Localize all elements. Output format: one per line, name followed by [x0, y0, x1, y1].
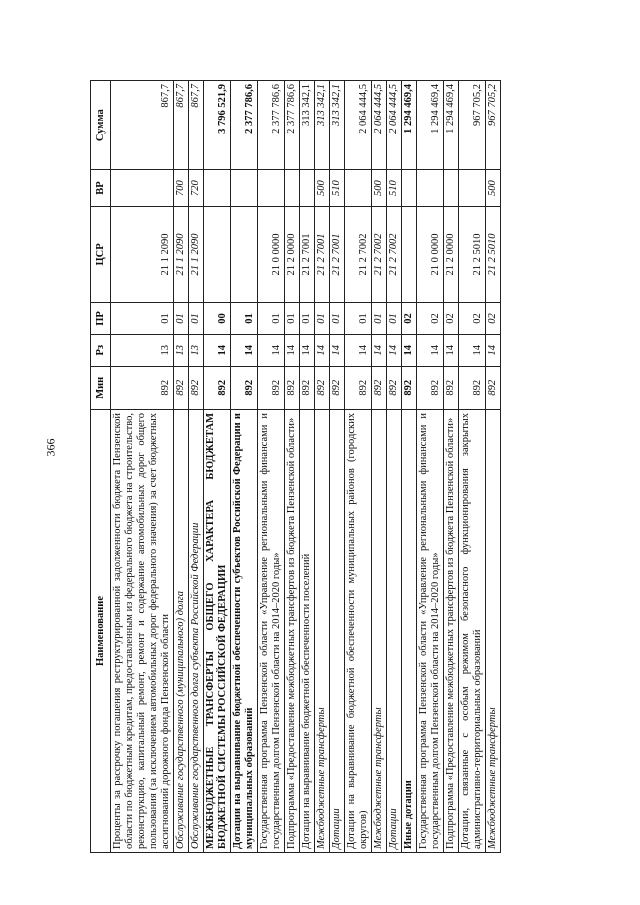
cell-name: Межбюджетные трансферты	[315, 410, 330, 853]
header-name: Наименование	[91, 410, 111, 853]
cell-sum: 3 796 521,9	[204, 81, 231, 170]
cell-vr: 500	[315, 170, 330, 206]
cell-rz: 14	[486, 334, 501, 366]
cell-csr: 21 2 0000	[285, 206, 300, 302]
page-number: 366	[43, 438, 58, 457]
table-body	[111, 81, 501, 853]
cell-min: 892	[402, 366, 417, 409]
cell-vr	[285, 170, 300, 206]
cell-min: 892	[300, 366, 315, 409]
cell-name: Проценты за рассрочку погашения реструктурированной задолженности бюджета Пензенской области по бюджетным кредитам, предоставленным из федерального бюджета на строительство, реконструкцию, капитальный ремонт, ремонт и содержание автомобильных дорог общего пользования (за исключением автомобильных дорог федерального значения) за счет бюджетных ассигнований дорожного фонда Пензенской области	[111, 410, 174, 853]
cell-vr	[231, 170, 258, 206]
cell-min: 892	[372, 366, 387, 409]
cell-csr: 21 0 0000	[417, 206, 444, 302]
cell-pr: 01	[387, 303, 402, 335]
cell-min: 892	[111, 366, 174, 409]
cell-name: Межбюджетные трансферты	[486, 410, 501, 853]
cell-name: МЕЖБЮДЖЕТНЫЕ ТРАНСФЕРТЫ ОБЩЕГО ХАРАКТЕРА БЮДЖЕТАМ БЮДЖЕТНОЙ СИСТЕМЫ РОССИЙСКОЙ ФЕДЕРАЦИИ	[204, 410, 231, 853]
header-rz: Рз	[91, 334, 111, 366]
cell-pr: 01	[189, 303, 204, 335]
cell-name: Дотации	[387, 410, 402, 853]
cell-min: 892	[459, 366, 486, 409]
table-row	[285, 81, 300, 853]
cell-pr: 01	[300, 303, 315, 335]
cell-min: 892	[330, 366, 345, 409]
cell-csr: 21 2 7001	[300, 206, 315, 302]
cell-pr: 01	[345, 303, 372, 335]
cell-min: 892	[174, 366, 189, 409]
cell-name: Межбюджетные трансферты	[372, 410, 387, 853]
cell-rz: 14	[402, 334, 417, 366]
cell-min: 892	[189, 366, 204, 409]
cell-sum: 1 294 469,4	[417, 81, 444, 170]
cell-rz: 14	[444, 334, 459, 366]
cell-csr: 21 2 7002	[387, 206, 402, 302]
table-row	[345, 81, 372, 853]
cell-vr: 510	[330, 170, 345, 206]
cell-csr	[231, 206, 258, 302]
cell-pr: 01	[111, 303, 174, 335]
cell-vr: 700	[174, 170, 189, 206]
table-row	[330, 81, 345, 853]
cell-rz: 13	[111, 334, 174, 366]
cell-csr	[204, 206, 231, 302]
cell-pr: 02	[402, 303, 417, 335]
cell-pr: 01	[372, 303, 387, 335]
cell-sum: 867,7	[174, 81, 189, 170]
cell-rz: 14	[387, 334, 402, 366]
cell-sum: 1 294 469,4	[402, 81, 417, 170]
cell-sum: 867,7	[189, 81, 204, 170]
cell-csr: 21 2 7002	[372, 206, 387, 302]
header-row	[91, 81, 111, 853]
cell-pr: 01	[285, 303, 300, 335]
cell-min: 892	[315, 366, 330, 409]
cell-sum: 2 377 786,6	[258, 81, 285, 170]
cell-vr	[204, 170, 231, 206]
cell-pr: 01	[231, 303, 258, 335]
cell-name: Дотации, связанные с особым режимом безопасного функционирования закрытых административно-территориальных образований	[459, 410, 486, 853]
table-row	[402, 81, 417, 853]
cell-csr: 21 2 7001	[330, 206, 345, 302]
cell-vr	[300, 170, 315, 206]
cell-csr	[402, 206, 417, 302]
cell-min: 892	[258, 366, 285, 409]
cell-rz: 14	[345, 334, 372, 366]
cell-name: Подпрограмма «Предоставление межбюджетных трансфертов из бюджета Пензенской области»	[444, 410, 459, 853]
table-row	[417, 81, 444, 853]
cell-pr: 01	[315, 303, 330, 335]
cell-rz: 14	[372, 334, 387, 366]
header-min: Мин	[91, 366, 111, 409]
cell-csr: 21 0 0000	[258, 206, 285, 302]
cell-name: Обслуживание государственного долга субъекта Российской Федерации	[189, 410, 204, 853]
cell-pr: 02	[486, 303, 501, 335]
cell-vr: 510	[387, 170, 402, 206]
cell-min: 892	[387, 366, 402, 409]
rotated-table-container	[90, 80, 612, 853]
cell-sum: 867,7	[111, 81, 174, 170]
cell-vr: 720	[189, 170, 204, 206]
cell-vr	[444, 170, 459, 206]
cell-pr: 02	[417, 303, 444, 335]
table-row	[387, 81, 402, 853]
cell-csr: 21 2 5010	[459, 206, 486, 302]
cell-min: 892	[204, 366, 231, 409]
cell-name: Государственная программа Пензенской области «Управление региональными финансами и государственным долгом Пензенской области на 2014–2020 годы»	[258, 410, 285, 853]
cell-name: Обслуживание государственного (муниципального) долга	[174, 410, 189, 853]
cell-vr: 500	[372, 170, 387, 206]
cell-csr: 21 2 5010	[486, 206, 501, 302]
cell-sum: 2 377 786,6	[285, 81, 300, 170]
cell-rz: 13	[174, 334, 189, 366]
table-row	[444, 81, 459, 853]
cell-min: 892	[444, 366, 459, 409]
cell-rz: 14	[231, 334, 258, 366]
cell-csr: 21 2 0000	[444, 206, 459, 302]
table-row	[174, 81, 189, 853]
cell-pr: 01	[258, 303, 285, 335]
cell-sum: 313 342,1	[330, 81, 345, 170]
cell-pr: 01	[174, 303, 189, 335]
cell-rz: 14	[417, 334, 444, 366]
cell-min: 892	[486, 366, 501, 409]
cell-sum: 2 377 786,6	[231, 81, 258, 170]
cell-name: Иные дотации	[402, 410, 417, 853]
header-pr: ПР	[91, 303, 111, 335]
cell-csr: 21 2 7001	[315, 206, 330, 302]
cell-csr: 21 2 7002	[345, 206, 372, 302]
cell-sum: 313 342,1	[315, 81, 330, 170]
cell-vr	[111, 170, 174, 206]
cell-vr	[258, 170, 285, 206]
cell-name: Дотации на выравнивание бюджетной обеспеченности муниципальных районов (городских округов)	[345, 410, 372, 853]
cell-rz: 14	[459, 334, 486, 366]
table-row	[189, 81, 204, 853]
cell-rz: 13	[189, 334, 204, 366]
cell-vr	[459, 170, 486, 206]
cell-min: 892	[417, 366, 444, 409]
cell-rz: 14	[258, 334, 285, 366]
table-row	[258, 81, 285, 853]
cell-sum: 2 064 444,5	[387, 81, 402, 170]
cell-rz: 14	[204, 334, 231, 366]
cell-min: 892	[345, 366, 372, 409]
table-row	[111, 81, 174, 853]
cell-pr: 02	[444, 303, 459, 335]
cell-rz: 14	[300, 334, 315, 366]
header-sum: Сумма	[91, 81, 111, 170]
table-row	[486, 81, 501, 853]
cell-vr	[402, 170, 417, 206]
cell-sum: 967 705,2	[486, 81, 501, 170]
cell-rz: 14	[285, 334, 300, 366]
cell-name: Государственная программа Пензенской области «Управление региональными финансами и государственным долгом Пензенской области на 2014–2020 годы»	[417, 410, 444, 853]
cell-csr: 21 1 2090	[111, 206, 174, 302]
cell-vr	[417, 170, 444, 206]
cell-sum: 2 064 444,5	[372, 81, 387, 170]
budget-table	[90, 80, 501, 853]
cell-min: 892	[285, 366, 300, 409]
cell-pr: 02	[459, 303, 486, 335]
cell-name: Дотации на выравнивание бюджетной обеспеченности субъектов Российской Федерации и муниципальных образований	[231, 410, 258, 853]
cell-sum: 313 342,1	[300, 81, 315, 170]
header-csr: ЦСР	[91, 206, 111, 302]
cell-sum: 1 294 469,4	[444, 81, 459, 170]
header-vr: ВР	[91, 170, 111, 206]
table-row	[204, 81, 231, 853]
table-row	[459, 81, 486, 853]
cell-rz: 14	[330, 334, 345, 366]
cell-sum: 967 705,2	[459, 81, 486, 170]
cell-vr	[345, 170, 372, 206]
cell-sum: 2 064 444,5	[345, 81, 372, 170]
cell-pr: 01	[330, 303, 345, 335]
cell-csr: 21 1 2090	[189, 206, 204, 302]
table-row	[300, 81, 315, 853]
cell-vr: 500	[486, 170, 501, 206]
cell-name: Дотации	[330, 410, 345, 853]
table-row	[231, 81, 258, 853]
cell-rz: 14	[315, 334, 330, 366]
cell-pr: 00	[204, 303, 231, 335]
cell-csr: 21 1 2090	[174, 206, 189, 302]
table-row	[315, 81, 330, 853]
table-row	[372, 81, 387, 853]
cell-name: Дотации на выравнивание бюджетной обеспеченности поселений	[300, 410, 315, 853]
cell-name: Подпрограмма «Предоставление межбюджетных трансфертов из бюджета Пензенской области»	[285, 410, 300, 853]
cell-min: 892	[231, 366, 258, 409]
